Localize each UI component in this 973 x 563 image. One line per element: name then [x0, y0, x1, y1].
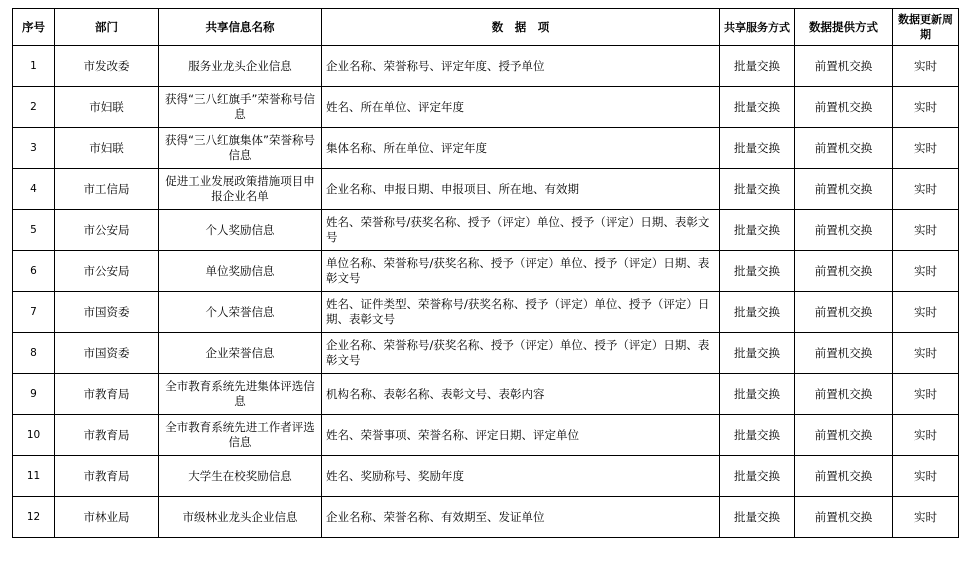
- table-row: [13, 456, 959, 497]
- cell-provide-method: 前置机交换: [795, 497, 893, 538]
- cell-provide-method: 前置机交换: [795, 456, 893, 497]
- header-update-period: 数据更新周期: [893, 9, 959, 46]
- cell-provide-method: 前置机交换: [795, 210, 893, 251]
- cell-share-method: 批量交换: [720, 46, 795, 87]
- cell-share-method: 批量交换: [720, 456, 795, 497]
- cell-update-period: 实时: [893, 333, 959, 374]
- cell-update-period: 实时: [893, 46, 959, 87]
- cell-update-period: 实时: [893, 415, 959, 456]
- cell-info-name: 个人奖励信息: [159, 210, 322, 251]
- table-row: [13, 292, 959, 333]
- cell-department: 市国资委: [55, 333, 159, 374]
- cell-serial: 3: [13, 128, 55, 169]
- cell-info-name: 大学生在校奖励信息: [159, 456, 322, 497]
- cell-data-items: 集体名称、所在单位、评定年度: [322, 128, 720, 169]
- cell-share-method: 批量交换: [720, 87, 795, 128]
- cell-data-items: 姓名、证件类型、荣誉称号/获奖名称、授予（评定）单位、授予（评定）日期、表彰文号: [322, 292, 720, 333]
- cell-department: 市林业局: [55, 497, 159, 538]
- cell-serial: 11: [13, 456, 55, 497]
- header-data-items: 数 据 项: [322, 9, 720, 46]
- cell-info-name: 全市教育系统先进集体评选信息: [159, 374, 322, 415]
- cell-info-name: 全市教育系统先进工作者评选信息: [159, 415, 322, 456]
- cell-provide-method: 前置机交换: [795, 292, 893, 333]
- cell-share-method: 批量交换: [720, 251, 795, 292]
- table-row: [13, 210, 959, 251]
- cell-info-name: 企业荣誉信息: [159, 333, 322, 374]
- cell-share-method: 批量交换: [720, 210, 795, 251]
- cell-info-name: 促进工业发展政策措施项目申报企业名单: [159, 169, 322, 210]
- cell-update-period: 实时: [893, 210, 959, 251]
- cell-share-method: 批量交换: [720, 374, 795, 415]
- header-provide-method: 数据提供方式: [795, 9, 893, 46]
- cell-update-period: 实时: [893, 251, 959, 292]
- shared-info-table: [12, 8, 959, 538]
- cell-provide-method: 前置机交换: [795, 333, 893, 374]
- cell-update-period: 实时: [893, 292, 959, 333]
- table-row: [13, 46, 959, 87]
- cell-info-name: 获得“三八红旗手”荣誉称号信息: [159, 87, 322, 128]
- header-info-name: 共享信息名称: [159, 9, 322, 46]
- cell-update-period: 实时: [893, 497, 959, 538]
- cell-share-method: 批量交换: [720, 415, 795, 456]
- table-row: [13, 333, 959, 374]
- cell-department: 市国资委: [55, 292, 159, 333]
- table-row: [13, 374, 959, 415]
- cell-serial: 8: [13, 333, 55, 374]
- cell-department: 市发改委: [55, 46, 159, 87]
- cell-provide-method: 前置机交换: [795, 415, 893, 456]
- cell-provide-method: 前置机交换: [795, 169, 893, 210]
- cell-serial: 6: [13, 251, 55, 292]
- cell-serial: 9: [13, 374, 55, 415]
- cell-serial: 5: [13, 210, 55, 251]
- cell-provide-method: 前置机交换: [795, 374, 893, 415]
- cell-update-period: 实时: [893, 128, 959, 169]
- table-header-row: [13, 9, 959, 46]
- cell-serial: 7: [13, 292, 55, 333]
- cell-data-items: 企业名称、荣誉名称、有效期至、发证单位: [322, 497, 720, 538]
- cell-update-period: 实时: [893, 374, 959, 415]
- cell-info-name: 获得“三八红旗集体”荣誉称号信息: [159, 128, 322, 169]
- cell-department: 市妇联: [55, 128, 159, 169]
- cell-department: 市教育局: [55, 415, 159, 456]
- cell-info-name: 市级林业龙头企业信息: [159, 497, 322, 538]
- cell-department: 市妇联: [55, 87, 159, 128]
- cell-provide-method: 前置机交换: [795, 128, 893, 169]
- cell-serial: 1: [13, 46, 55, 87]
- cell-data-items: 机构名称、表彰名称、表彰文号、表彰内容: [322, 374, 720, 415]
- cell-serial: 4: [13, 169, 55, 210]
- table-row: [13, 87, 959, 128]
- header-department: 部门: [55, 9, 159, 46]
- cell-department: 市教育局: [55, 374, 159, 415]
- cell-department: 市教育局: [55, 456, 159, 497]
- cell-share-method: 批量交换: [720, 169, 795, 210]
- cell-data-items: 企业名称、荣誉称号、评定年度、授予单位: [322, 46, 720, 87]
- cell-data-items: 姓名、所在单位、评定年度: [322, 87, 720, 128]
- cell-provide-method: 前置机交换: [795, 46, 893, 87]
- cell-provide-method: 前置机交换: [795, 251, 893, 292]
- cell-data-items: 姓名、奖励称号、奖励年度: [322, 456, 720, 497]
- table-row: [13, 251, 959, 292]
- cell-provide-method: 前置机交换: [795, 87, 893, 128]
- cell-info-name: 服务业龙头企业信息: [159, 46, 322, 87]
- cell-share-method: 批量交换: [720, 128, 795, 169]
- cell-data-items: 姓名、荣誉事项、荣誉名称、评定日期、评定单位: [322, 415, 720, 456]
- cell-info-name: 单位奖励信息: [159, 251, 322, 292]
- table-row: [13, 169, 959, 210]
- cell-update-period: 实时: [893, 456, 959, 497]
- cell-data-items: 单位名称、荣誉称号/获奖名称、授予（评定）单位、授予（评定）日期、表彰文号: [322, 251, 720, 292]
- table-row: [13, 128, 959, 169]
- cell-serial: 10: [13, 415, 55, 456]
- cell-department: 市公安局: [55, 251, 159, 292]
- cell-share-method: 批量交换: [720, 333, 795, 374]
- cell-update-period: 实时: [893, 169, 959, 210]
- cell-serial: 12: [13, 497, 55, 538]
- header-share-method: 共享服务方式: [720, 9, 795, 46]
- cell-data-items: 姓名、荣誉称号/获奖名称、授予（评定）单位、授予（评定）日期、表彰文号: [322, 210, 720, 251]
- cell-update-period: 实时: [893, 87, 959, 128]
- cell-share-method: 批量交换: [720, 292, 795, 333]
- table-row: [13, 497, 959, 538]
- cell-department: 市公安局: [55, 210, 159, 251]
- cell-data-items: 企业名称、荣誉称号/获奖名称、授予（评定）单位、授予（评定）日期、表彰文号: [322, 333, 720, 374]
- cell-serial: 2: [13, 87, 55, 128]
- header-serial: 序号: [13, 9, 55, 46]
- cell-info-name: 个人荣誉信息: [159, 292, 322, 333]
- cell-department: 市工信局: [55, 169, 159, 210]
- cell-data-items: 企业名称、申报日期、申报项目、所在地、有效期: [322, 169, 720, 210]
- table-row: [13, 415, 959, 456]
- cell-share-method: 批量交换: [720, 497, 795, 538]
